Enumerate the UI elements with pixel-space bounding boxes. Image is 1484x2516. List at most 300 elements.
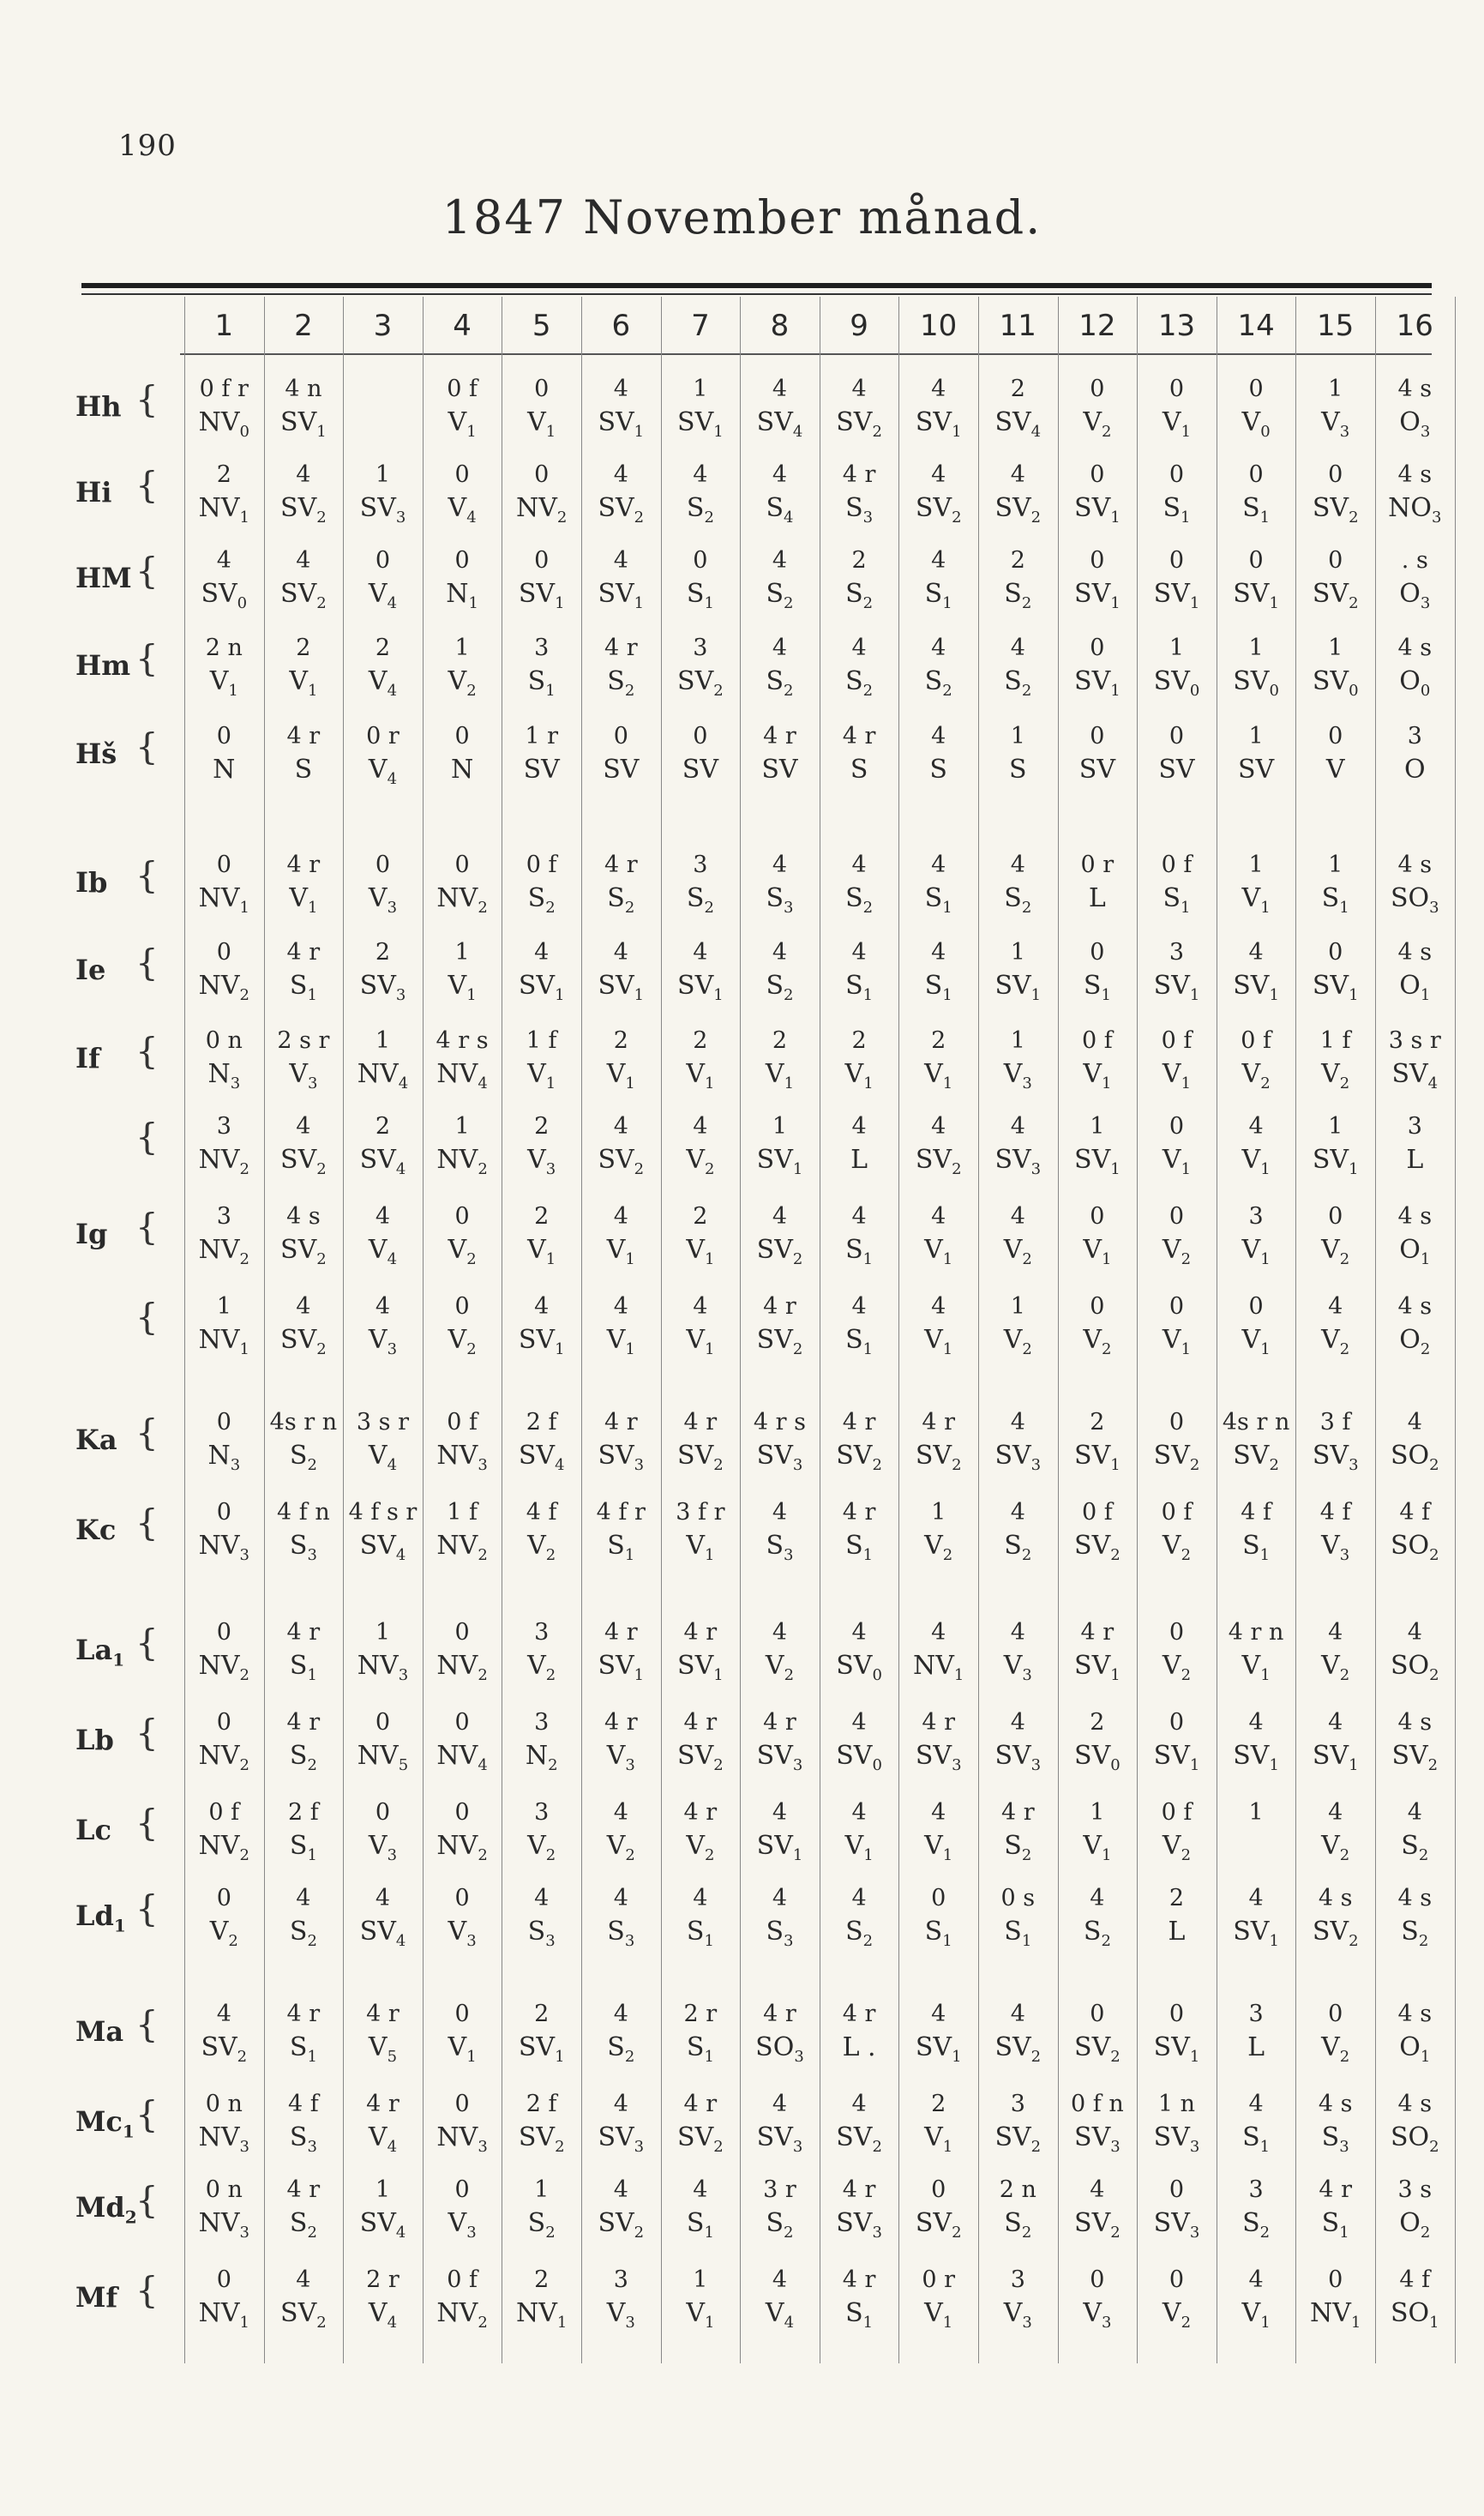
station-label: Ma: [75, 2015, 124, 2048]
wind-value: $V_3$: [606, 1741, 635, 1774]
cloud-value: 4: [296, 547, 311, 574]
cloud-value: 4: [534, 1885, 550, 1911]
table-cell: [820, 459, 899, 526]
cloud-value: 4: [931, 1293, 946, 1320]
wind-value: $V_1$: [289, 666, 318, 700]
day-header: 12: [1078, 309, 1116, 343]
table-cell: [1375, 1291, 1455, 1357]
table-cell: [343, 1496, 423, 1563]
wind-value: $NV_2$: [436, 1145, 488, 1178]
wind-value: $SV_3$: [1312, 1441, 1359, 1474]
cloud-value: 4: [613, 547, 628, 574]
table-cell: [820, 1406, 899, 1473]
wind-value: $SV_3$: [359, 493, 406, 527]
wind-value: $N_3$: [207, 1441, 241, 1474]
table-cell: [1137, 1201, 1217, 1267]
wind-value: $SV_3$: [359, 971, 406, 1004]
wind-value: $V_2$: [1321, 1059, 1350, 1092]
cloud-value: 4 r: [286, 1709, 321, 1736]
wind-value: $S_1$: [924, 579, 952, 612]
wind-value: $V_3$: [1003, 1651, 1032, 1684]
table-cell: [581, 2174, 661, 2241]
table-cell: [264, 2264, 344, 2331]
cloud-value: 0 n: [205, 2091, 243, 2117]
wind-value: $V_1$: [1162, 1059, 1192, 1092]
cloud-value: 4: [931, 1203, 946, 1230]
table-cell: [661, 545, 741, 611]
table-cell: [820, 936, 899, 1003]
wind-value: $SV_4$: [994, 407, 1042, 441]
cloud-value: 1: [1010, 723, 1025, 749]
table-cell: [820, 2174, 899, 2241]
table-cell: [1137, 545, 1217, 611]
wind-value: $S_1$: [1083, 971, 1111, 1004]
cloud-value: 0: [454, 852, 470, 878]
table-cell: [264, 2088, 344, 2155]
wind-value: $SV_1$: [1312, 1145, 1359, 1178]
table-cell: [1295, 545, 1375, 611]
cloud-value: 4: [772, 2091, 788, 2117]
wind-value: $SV_2$: [1074, 2032, 1121, 2066]
table-cell: [502, 1882, 581, 1949]
table-cell: [898, 632, 978, 699]
cloud-value: 0: [454, 547, 470, 574]
cloud-value: 2: [1090, 1709, 1105, 1736]
wind-value: $V_1$: [844, 1059, 874, 1092]
cloud-value: 4s r n: [269, 1409, 338, 1436]
wind-value: $V_2$: [527, 1651, 556, 1684]
cloud-value: 4: [772, 376, 788, 402]
wind-value: $SV_2$: [915, 2208, 962, 2242]
cloud-value: 4: [1328, 1293, 1343, 1320]
cloud-value: 4: [1328, 1799, 1343, 1826]
cloud-value: 2: [1169, 1885, 1185, 1911]
cloud-value: 4 r: [842, 2176, 876, 2203]
cloud-value: 4: [772, 1799, 788, 1826]
table-cell: [898, 1291, 978, 1357]
cloud-value: 0: [534, 376, 550, 402]
wind-value: $SV_2$: [994, 2122, 1042, 2156]
cloud-value: 0: [375, 547, 391, 574]
wind-value: $V_2$: [765, 1651, 795, 1684]
cloud-value: 4: [613, 1113, 628, 1140]
cloud-value: 0 s: [1000, 1885, 1036, 1911]
wind-value: $V_2$: [924, 1531, 953, 1564]
day-header: 6: [611, 309, 631, 343]
table-cell: [343, 2264, 423, 2331]
cloud-value: 0: [1169, 1709, 1185, 1736]
brace-mark: {: [135, 1116, 159, 1158]
wind-value: $S_2$: [1004, 666, 1032, 700]
cloud-value: 4: [1010, 1709, 1025, 1736]
table-cell: [1058, 545, 1138, 611]
wind-value: $SV_1$: [915, 2032, 962, 2066]
wind-value: $NV_2$: [198, 1235, 249, 1268]
cloud-value: 1: [454, 1113, 470, 1140]
wind-value: $SV_4$: [756, 407, 803, 441]
wind-value: $SO_1$: [1390, 2298, 1439, 2332]
cloud-value: 4: [296, 461, 311, 488]
table-cell: [820, 1706, 899, 1773]
table-cell: [1058, 1201, 1138, 1267]
brace-mark: {: [135, 637, 159, 679]
table-cell: [1375, 1706, 1455, 1773]
cloud-value: 4: [931, 547, 946, 574]
wind-value: $V_2$: [448, 666, 477, 700]
table-cell: [1058, 936, 1138, 1003]
wind-value: $V_1$: [289, 883, 318, 917]
cloud-value: 4: [375, 1293, 391, 1320]
cloud-value: 2: [931, 1027, 946, 1054]
table-cell: [661, 2174, 741, 2241]
cloud-value: 2: [1010, 376, 1025, 402]
wind-value: $SV_1$: [518, 2032, 565, 2066]
cloud-value: 3 f: [1319, 1409, 1351, 1436]
cloud-value: 4: [772, 635, 788, 661]
wind-value: $SV_2$: [280, 1325, 327, 1358]
cloud-value: 0: [693, 723, 708, 749]
wind-value: $V_3$: [1083, 2298, 1112, 2332]
wind-value: $SV_1$: [1074, 579, 1121, 612]
table-cell: [978, 2088, 1058, 2155]
wind-value: $V_0$: [1241, 407, 1271, 441]
cloud-value: 4 r: [842, 461, 876, 488]
wind-value: $SV_2$: [1312, 579, 1359, 612]
cloud-value: 4 r: [842, 1499, 876, 1526]
table-cell: [661, 1025, 741, 1092]
cloud-value: 4: [1328, 1709, 1343, 1736]
table-cell: [1217, 1025, 1296, 1092]
table-cell: [423, 1998, 502, 2065]
wind-value: $SV_3$: [756, 1741, 803, 1774]
cloud-value: 4: [931, 461, 946, 488]
wind-value: $SV_2$: [518, 2122, 565, 2156]
wind-value: $SV_3$: [836, 2208, 882, 2242]
cloud-value: 2 r: [366, 2266, 400, 2293]
wind-value: $SV_1$: [756, 1145, 803, 1178]
table-cell: [423, 1616, 502, 1683]
wind-value: $NO_3$: [1388, 493, 1442, 527]
table-cell: [1375, 1616, 1455, 1683]
top-rule: [81, 283, 1432, 288]
wind-value: $NV_1$: [198, 1325, 249, 1358]
wind-value: $S_2$: [924, 666, 952, 700]
table-cell: [1375, 632, 1455, 699]
wind-value: SV: [1078, 755, 1115, 785]
cloud-value: 1: [931, 1499, 946, 1526]
cloud-value: 4: [931, 1619, 946, 1646]
table-cell: [184, 2088, 264, 2155]
wind-value: $SV_1$: [598, 579, 645, 612]
wind-value: $V_1$: [1083, 1235, 1112, 1268]
cloud-value: 4: [931, 376, 946, 402]
wind-value: $S_2$: [1083, 1917, 1111, 1950]
wind-value: $SV_1$: [1312, 971, 1359, 1004]
table-cell: [502, 2264, 581, 2331]
wind-value: $V_4$: [368, 666, 398, 700]
cloud-value: 4: [1407, 1409, 1422, 1436]
wind-value: $V_1$: [1162, 1145, 1192, 1178]
table-cell: [740, 545, 820, 611]
wind-value: $V_1$: [448, 2032, 477, 2066]
cloud-value: 4 f n: [277, 1499, 330, 1526]
cloud-value: 0: [1169, 547, 1185, 574]
wind-value: $V_4$: [765, 2298, 795, 2332]
wind-value: $SV_2$: [598, 1145, 645, 1178]
cloud-value: 0: [1090, 2266, 1105, 2293]
wind-value: $SV_3$: [994, 1441, 1042, 1474]
table-cell: [1217, 1406, 1296, 1473]
table-cell: [978, 373, 1058, 440]
cloud-value: 0: [1169, 2266, 1185, 2293]
wind-value: $N_2$: [525, 1741, 558, 1774]
table-cell: [820, 2088, 899, 2155]
wind-value: $S_1$: [1163, 493, 1191, 527]
wind-value: $NV_1$: [198, 2298, 249, 2332]
day-header: 13: [1157, 309, 1196, 343]
table-cell: [978, 2174, 1058, 2241]
wind-value: $SV_1$: [518, 971, 565, 1004]
cloud-value: 4 s: [1397, 635, 1433, 661]
cloud-value: 1: [1328, 635, 1343, 661]
cloud-value: 4 s: [1397, 852, 1433, 878]
wind-value: $SV_4$: [359, 1145, 406, 1178]
day-header: 15: [1317, 309, 1355, 343]
table-cell: [1295, 373, 1375, 440]
station-label: Hm: [75, 649, 131, 682]
cloud-value: 4: [296, 2266, 311, 2293]
table-cell: [898, 1496, 978, 1563]
wind-value: $SV_1$: [677, 971, 724, 1004]
cloud-value: 0: [1090, 547, 1105, 574]
cloud-value: 3 s: [1397, 2176, 1433, 2203]
top-rule-thin: [81, 293, 1432, 295]
wind-value: $S_2$: [1004, 2208, 1032, 2242]
wind-value: $SV_0$: [1233, 666, 1279, 700]
table-cell: [1137, 936, 1217, 1003]
wind-value: $O_2$: [1399, 1325, 1431, 1358]
table-cell: [264, 1201, 344, 1267]
table-cell: [820, 720, 899, 787]
wind-value: $SV_0$: [836, 1651, 882, 1684]
station-label: Kc: [75, 1514, 117, 1546]
table-cell: [423, 1882, 502, 1949]
cloud-value: 2 r: [683, 2001, 718, 2027]
wind-value: $V_2$: [1162, 1831, 1192, 1864]
table-cell: [502, 1201, 581, 1267]
table-cell: [661, 1882, 741, 1949]
day-header: 5: [532, 309, 551, 343]
table-cell: [423, 2088, 502, 2155]
wind-value: $S_3$: [607, 1917, 635, 1950]
table-cell: [1217, 459, 1296, 526]
cloud-value: 0: [1169, 376, 1185, 402]
cloud-value: 4 r s: [753, 1409, 807, 1436]
table-cell: [423, 1406, 502, 1473]
table-cell: [1295, 1025, 1375, 1092]
wind-value: $NV_2$: [436, 1531, 488, 1564]
brace-mark: {: [135, 725, 159, 767]
table-cell: [1217, 2174, 1296, 2241]
wind-value: $S_3$: [845, 493, 874, 527]
table-cell: [1295, 2088, 1375, 2155]
wind-value: $SV_2$: [915, 1441, 962, 1474]
wind-value: L: [1247, 2032, 1265, 2062]
wind-value: $V_1$: [606, 1059, 635, 1092]
brace-mark: {: [135, 854, 159, 896]
table-cell: [184, 936, 264, 1003]
cloud-value: 4: [1090, 1885, 1105, 1911]
table-cell: [502, 545, 581, 611]
wind-value: $S_1$: [289, 1831, 317, 1864]
table-cell: [1375, 545, 1455, 611]
wind-value: $V_4$: [368, 579, 398, 612]
cloud-value: 0: [454, 2176, 470, 2203]
table-cell: [343, 849, 423, 916]
table-cell: [1217, 1998, 1296, 2065]
table-cell: [581, 936, 661, 1003]
wind-value: $V_2$: [1003, 1235, 1032, 1268]
table-cell: [502, 632, 581, 699]
wind-value: $NV_2$: [436, 1651, 488, 1684]
table-cell: [978, 1291, 1058, 1357]
wind-value: $S_1$: [845, 1325, 874, 1358]
wind-value: $V_2$: [527, 1831, 556, 1864]
wind-value: $V_3$: [1003, 1059, 1032, 1092]
cloud-value: 0: [1248, 376, 1264, 402]
cloud-value: 4: [851, 1619, 867, 1646]
brace-mark: {: [135, 942, 159, 984]
cloud-value: 2: [851, 1027, 867, 1054]
cloud-value: 0 f: [1161, 852, 1193, 878]
table-cell: [1137, 1111, 1217, 1177]
cloud-value: 4: [772, 939, 788, 966]
table-cell: [184, 1201, 264, 1267]
cloud-value: 4 f: [526, 1499, 557, 1526]
cloud-value: 4 r: [1319, 2176, 1353, 2203]
table-cell: [184, 459, 264, 526]
wind-value: $V_3$: [1321, 1531, 1350, 1564]
wind-value: $V_1$: [686, 1531, 715, 1564]
wind-value: $S_1$: [845, 2298, 874, 2332]
table-cell: [581, 2264, 661, 2331]
table-cell: [1137, 1025, 1217, 1092]
cloud-value: 4 r: [604, 1409, 638, 1436]
table-cell: [740, 373, 820, 440]
wind-value: $SV_2$: [677, 1741, 724, 1774]
wind-value: $SO_3$: [1390, 883, 1439, 917]
wind-value: $SV_2$: [1233, 1441, 1279, 1474]
wind-value: $S_2$: [686, 493, 714, 527]
wind-value: $SV_3$: [994, 1741, 1042, 1774]
cloud-value: 0: [454, 2091, 470, 2117]
table-cell: [502, 720, 581, 787]
wind-value: $S_3$: [289, 2122, 317, 2156]
cloud-value: 0: [1090, 376, 1105, 402]
table-cell: [581, 459, 661, 526]
wind-value: $V_4$: [448, 493, 477, 527]
cloud-value: 0: [1169, 461, 1185, 488]
wind-value: S: [929, 755, 947, 785]
wind-value: $V_3$: [448, 2208, 477, 2242]
table-cell: [740, 2088, 820, 2155]
table-cell: [502, 1706, 581, 1773]
table-cell: [740, 720, 820, 787]
cloud-value: 0: [216, 723, 231, 749]
cloud-value: 2: [1010, 547, 1025, 574]
table-cell: [184, 1706, 264, 1773]
wind-value: $S_1$: [1242, 493, 1271, 527]
table-cell: [661, 1706, 741, 1773]
wind-value: $S_2$: [1401, 1917, 1429, 1950]
cloud-value: 1: [1248, 852, 1264, 878]
cloud-value: 0: [1169, 2176, 1185, 2203]
station-label: $La_1$: [75, 1634, 125, 1670]
table-cell: [1217, 1882, 1296, 1949]
table-cell: [343, 1706, 423, 1773]
cloud-value: 4 s: [1397, 939, 1433, 966]
cloud-value: 4: [216, 2001, 231, 2027]
wind-value: $S_1$: [924, 883, 952, 917]
table-cell: [1375, 2174, 1455, 2241]
table-cell: [581, 1797, 661, 1863]
cloud-value: 4: [296, 1885, 311, 1911]
wind-value: $SV_1$: [598, 1651, 645, 1684]
table-cell: [978, 1706, 1058, 1773]
cloud-value: 4 r: [286, 852, 321, 878]
cloud-value: 4: [1248, 2266, 1264, 2293]
cloud-value: 4: [1090, 2176, 1105, 2203]
table-cell: [1295, 2174, 1375, 2241]
header-rule: [180, 353, 1432, 355]
wind-value: SV: [761, 755, 798, 785]
cloud-value: 4: [613, 376, 628, 402]
cloud-value: 4 f: [288, 2091, 319, 2117]
table-cell: [1137, 849, 1217, 916]
wind-value: $SV_1$: [598, 971, 645, 1004]
cloud-value: 0: [454, 1203, 470, 1230]
table-cell: [502, 1496, 581, 1563]
table-cell: [1295, 1406, 1375, 1473]
cloud-value: 0 n: [205, 2176, 243, 2203]
table-cell: [1375, 1201, 1455, 1267]
table-cell: [264, 632, 344, 699]
wind-value: $V_1$: [527, 1059, 556, 1092]
wind-value: $S_1$: [1163, 883, 1191, 917]
cloud-value: 4: [1010, 1409, 1025, 1436]
table-cell: [1137, 2264, 1217, 2331]
wind-value: $S_2$: [1401, 1831, 1429, 1864]
wind-value: $SV_3$: [756, 2122, 803, 2156]
cloud-value: 4: [296, 1113, 311, 1140]
cloud-value: 1: [1169, 635, 1185, 661]
cloud-value: 0: [613, 723, 628, 749]
cloud-value: 0: [1328, 939, 1343, 966]
table-cell: [740, 1616, 820, 1683]
wind-value: $S_2$: [1004, 1831, 1032, 1864]
table-cell: [661, 1201, 741, 1267]
wind-value: $S_1$: [845, 971, 874, 1004]
table-cell: [898, 849, 978, 916]
table-cell: [502, 1797, 581, 1863]
cloud-value: 4: [1010, 461, 1025, 488]
table-cell: [502, 1111, 581, 1177]
table-cell: [502, 1616, 581, 1683]
cloud-value: 4: [931, 635, 946, 661]
wind-value: $SV_1$: [1074, 666, 1121, 700]
table-cell: [978, 2264, 1058, 2331]
cloud-value: 2: [772, 1027, 788, 1054]
